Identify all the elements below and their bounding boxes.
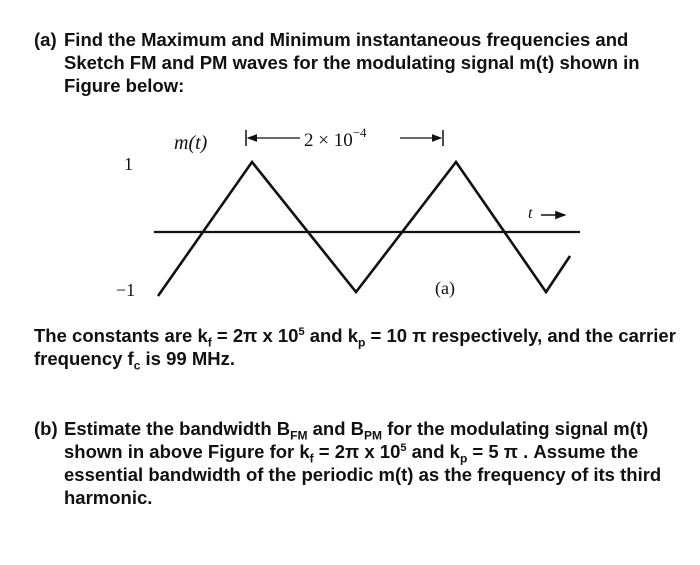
constants-part: = 2π x 10 [211,325,299,346]
part-a-text: Find the Maximum and Minimum instantaneous frequencies and Sketch FM and PM waves for the modulating signal m(t) shown in Figure below: [64,29,640,96]
part-b-segment: = 2π x 10 [313,441,401,462]
part-b-segment: for the modulating signal m(t) shown in above Figure for k [64,418,649,462]
figure-caption: (a) [435,278,455,298]
constants-part: = 10 π respectively, and the carrier frequency f [34,325,676,369]
constants-part: The constants are k [34,325,208,346]
constants-part: is 99 MHz. [140,348,235,369]
kf-exponent: 5 [298,325,305,338]
part-b-segment: = 5 π . Assume the essential bandwidth of the periodic m(t) as the frequency of its third harmonic. [64,441,662,508]
part-a-question [34,28,684,97]
triangle-wave-figure [110,118,590,308]
signal-label: m(t) [174,132,208,154]
part-b-segment: Estimate the bandwidth B [64,418,291,439]
kp-subscript: p [459,451,468,466]
kf-subscript: f [309,451,314,466]
part-b-question [34,417,684,509]
kf-exponent: 5 [400,441,407,454]
kp-subscript: p [358,335,366,350]
period-exponent: −4 [352,125,367,140]
bfm-subscript: FM [290,428,308,443]
part-b-segment: and B [307,418,364,439]
y-high-label: 1 [124,154,133,174]
fc-subscript: c [133,358,141,373]
time-label: t [528,205,533,222]
part-b-label: (b) [34,418,58,439]
y-low-label: −1 [116,280,136,300]
constants-text [34,324,684,373]
period-prefix: 2 × 10 [304,130,353,151]
constants-part: and k [304,325,359,346]
period-label [304,125,367,151]
kf-subscript: f [207,335,212,350]
part-b-text [64,417,684,509]
part-b-segment: and k [406,441,460,462]
bpm-subscript: PM [364,428,382,443]
part-a-label: (a) [34,29,57,50]
triangle-wave [158,162,570,296]
